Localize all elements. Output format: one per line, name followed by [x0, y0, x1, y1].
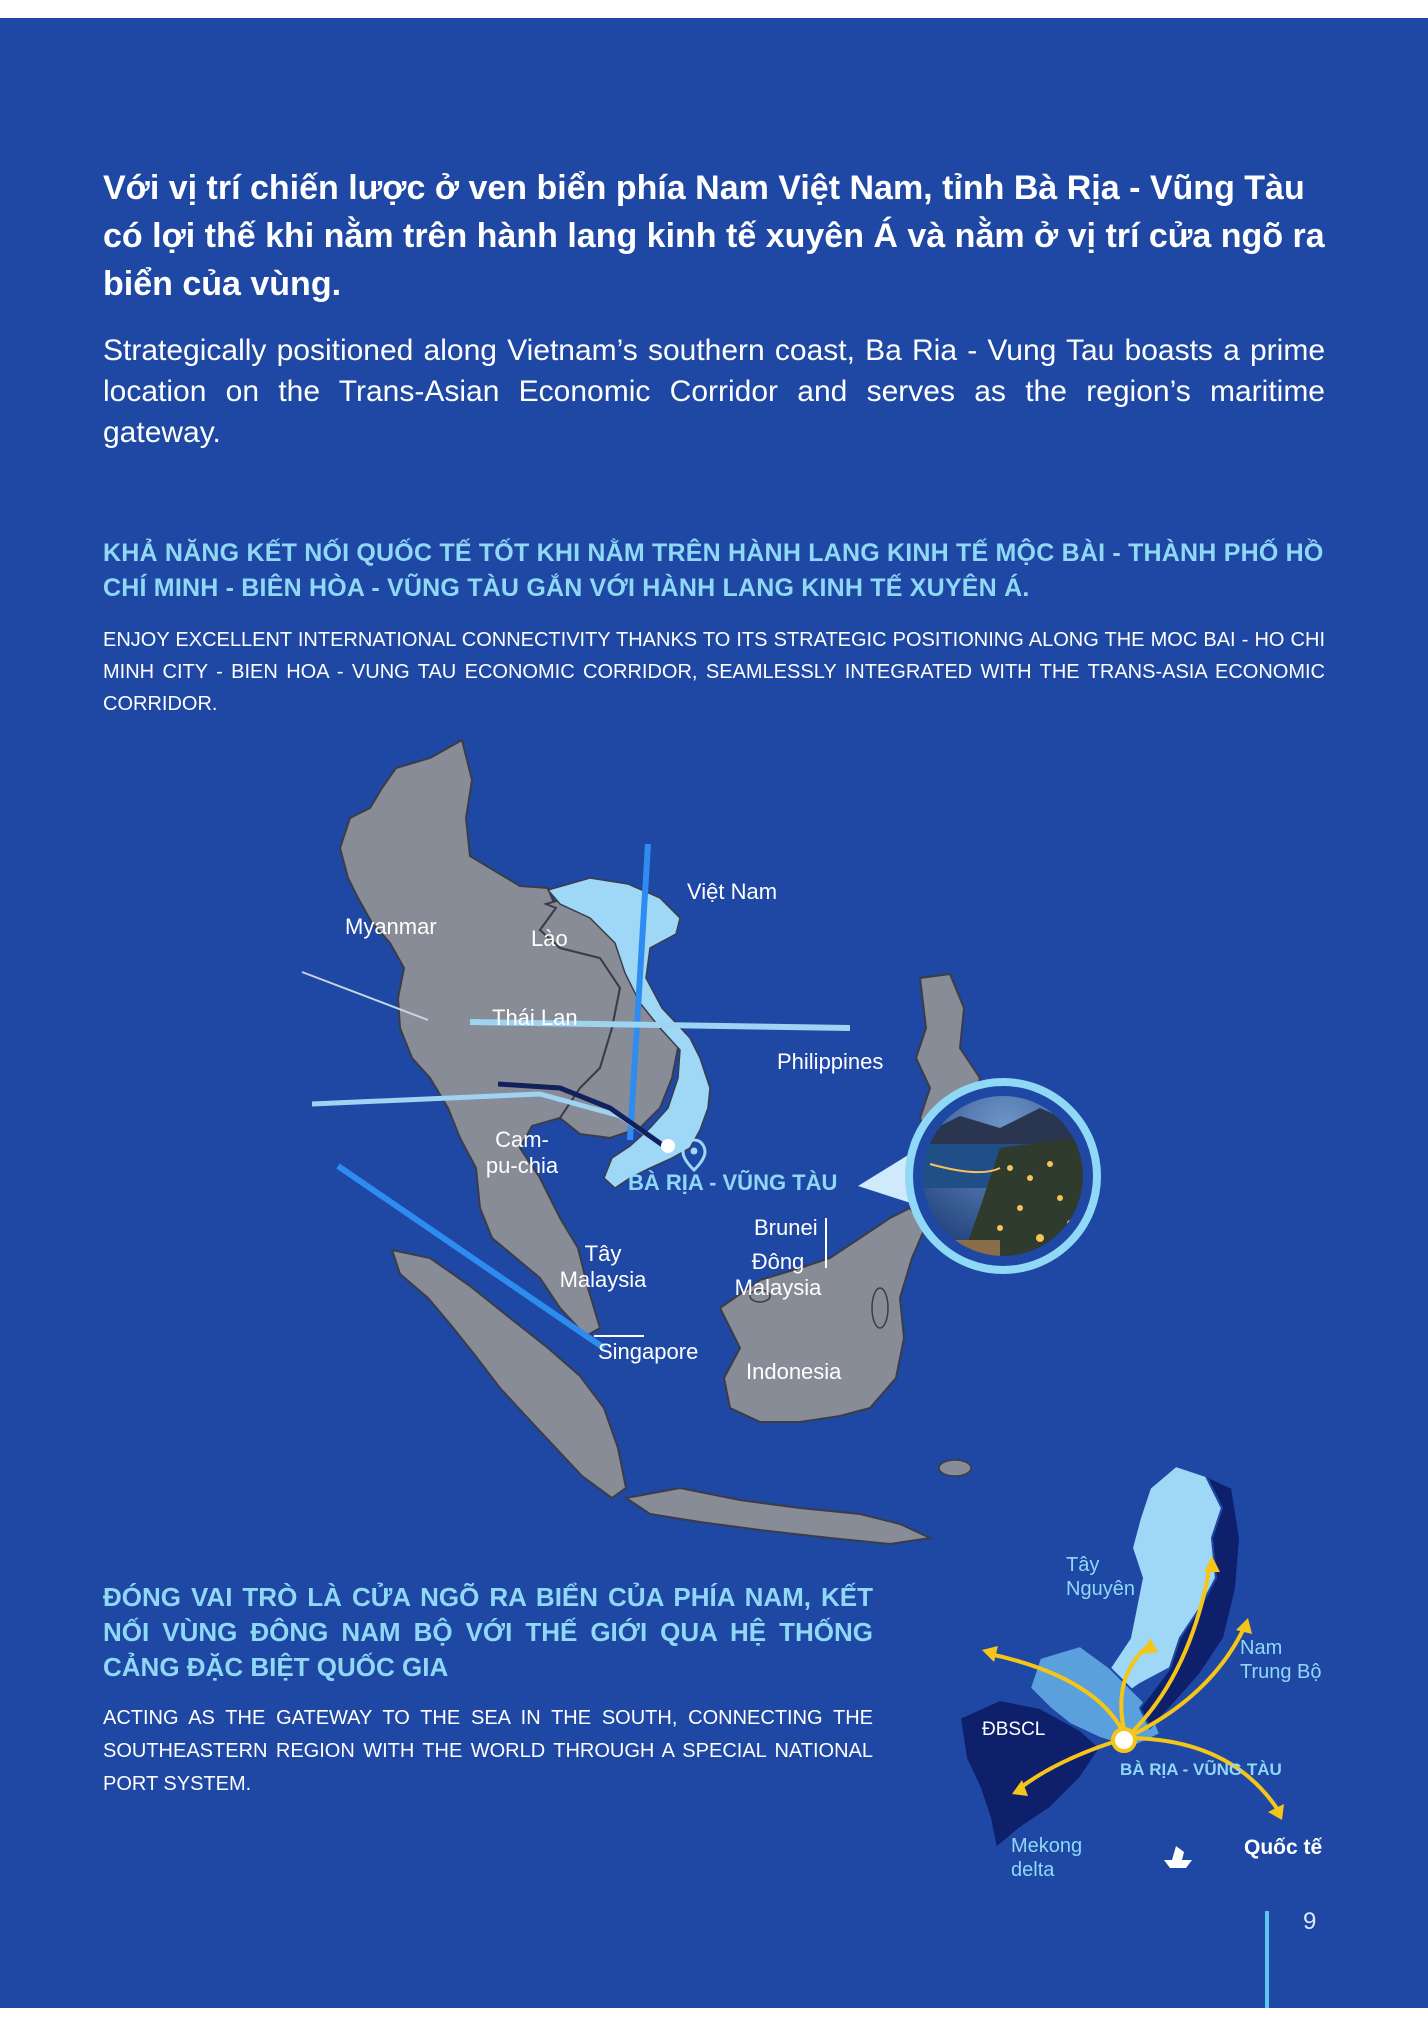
page-number: 9: [1303, 1908, 1317, 1935]
label-mekong-2: delta: [1011, 1859, 1055, 1881]
label-mekong-1: Mekong: [1011, 1835, 1083, 1857]
map-java: [626, 1488, 930, 1544]
label-nam-trung-bo-2: Trung Bộ: [1240, 1661, 1322, 1683]
connectivity-text-en: ENJOY EXCELLENT INTERNATIONAL CONNECTIVITY THANKS TO ITS STRATEGIC POSITIONING ALONG THE MOC BAI - HO CHI MINH CITY - BIEN HOA - VUNG TAU ECONOMIC CORRIDOR, SEAMLESSLY INTEGRATED WITH THE TRANS-ASIA ECONOMIC CORRIDOR.: [103, 629, 1325, 715]
map-borneo: [720, 1208, 925, 1422]
location-pin-icon: [683, 1140, 705, 1170]
label-brunei: Brunei: [754, 1215, 818, 1240]
intro-heading-vi: Với vị trí chiến lược ở ven biển phía Nam Việt Nam, tỉnh Bà Rịa - Vũng Tàu có lợi thế khi nằm trên hành lang kinh tế xuyên Á và nằm ở vị trí cửa ngõ ra biển của vùng.: [103, 169, 1325, 303]
label-thai-lan: Thái Lan: [492, 1005, 578, 1030]
label-quoc-te: Quốc tế: [1244, 1836, 1323, 1859]
page: [0, 18, 1428, 2008]
label-tay-nguyen-2: Nguyên: [1066, 1578, 1135, 1600]
label-singapore: Singapore: [598, 1339, 699, 1364]
label-campuchia-1: Cam-: [495, 1127, 549, 1152]
label-myanmar: Myanmar: [345, 914, 437, 939]
label-ba-ria-vung-tau: BÀ RỊA - VŨNG TÀU: [628, 1170, 838, 1195]
label-philippines: Philippines: [777, 1049, 884, 1074]
gateway-title-vi: ĐÓNG VAI TRÒ LÀ CỬA NGÕ RA BIỂN CỦA PHÍA NAM, KẾT NỐI VÙNG ĐÔNG NAM BỘ VỚI THẾ GIỚI QUA HỆ THỐNG CẢNG ĐẶC BIỆT QUỐC GIA: [103, 1582, 873, 1682]
ba-ria-vung-tau-hub: [1113, 1729, 1135, 1751]
gateway-text-en: ACTING AS THE GATEWAY TO THE SEA IN THE SOUTH, CONNECTING THE SOUTHEASTERN REGION WITH THE WORLD THROUGH A SPECIAL NATIONAL PORT SYSTEM.: [103, 1707, 873, 1795]
label-viet-nam: Việt Nam: [687, 879, 778, 904]
ba-ria-vung-tau-dot: [661, 1139, 675, 1153]
label-dbscl: ĐBSCL: [982, 1719, 1046, 1740]
label-tay-nguyen-1: Tây: [1066, 1554, 1100, 1576]
label-dong-malaysia-2: Malaysia: [734, 1275, 822, 1300]
label-indonesia: Indonesia: [746, 1359, 842, 1384]
label-dong-malaysia-1: Đông: [751, 1249, 805, 1274]
connectivity-title-vi: KHẢ NĂNG KẾT NỐI QUỐC TẾ TỐT KHI NẰM TRÊN HÀNH LANG KINH TẾ MỘC BÀI - THÀNH PHỐ HỒ CHÍ MINH - BIÊN HÒA - VŨNG TÀU GẮN VỚI HÀNH LANG KINH TẾ XUYÊN Á.: [103, 539, 1324, 602]
label-region-ba-ria-vung-tau: BÀ RỊA - VŨNG TÀU: [1120, 1760, 1282, 1779]
label-nam-trung-bo-1: Nam: [1240, 1637, 1283, 1659]
ship-icon: [1164, 1846, 1192, 1868]
label-tay-malaysia-1: Tây: [584, 1241, 622, 1266]
label-tay-malaysia-2: Malaysia: [559, 1267, 647, 1292]
southern-vietnam-map: [960, 1466, 1284, 1868]
label-lao: Lào: [531, 926, 568, 951]
intro-heading-en: Strategically positioned along Vietnam’s southern coast, Ba Ria - Vung Tau boasts a prime location on the Trans-Asian Economic Corridor and serves as the region’s maritime gateway.: [103, 334, 1325, 449]
label-campuchia-2: pu-chia: [485, 1153, 559, 1178]
page-number-bar: [1265, 1911, 1269, 2008]
